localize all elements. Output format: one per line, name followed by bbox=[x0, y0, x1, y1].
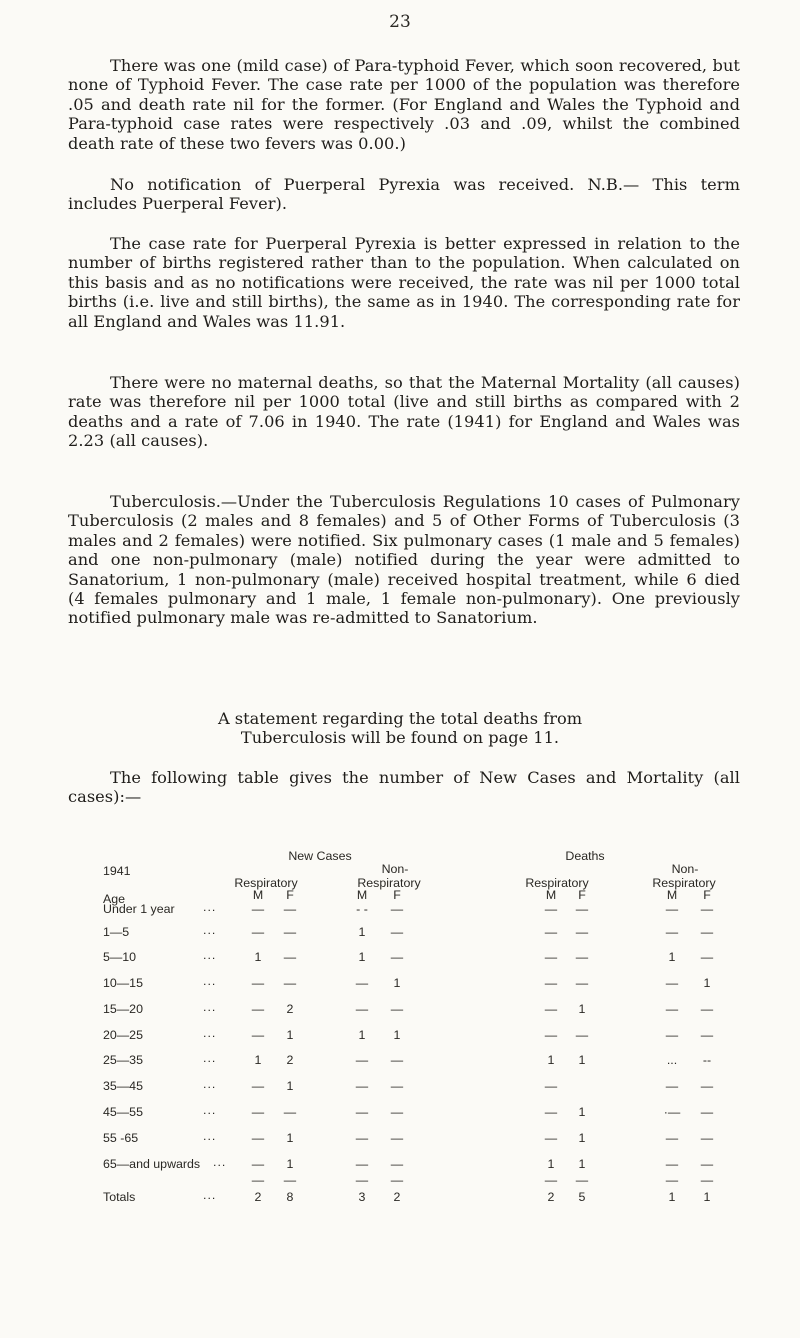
table-cell: — bbox=[251, 976, 265, 990]
table-cell: — bbox=[251, 1157, 265, 1171]
table-cell: 1 bbox=[578, 1053, 586, 1067]
header-new-cases: New Cases bbox=[288, 849, 352, 863]
table-cell: 1 bbox=[578, 1002, 586, 1016]
separator-mark: — bbox=[355, 1173, 369, 1187]
table-cell: — bbox=[665, 1028, 679, 1042]
row-leader-dots: ... bbox=[203, 1026, 217, 1040]
row-leader-dots: ... bbox=[213, 1155, 227, 1169]
table-cell: 1 bbox=[358, 925, 366, 939]
table-cell: — bbox=[283, 902, 297, 916]
table-cell: — bbox=[544, 976, 558, 990]
row-leader-dots: ... bbox=[203, 948, 217, 962]
table-cell: — bbox=[700, 1131, 714, 1145]
totals-leader-dots: ... bbox=[203, 1188, 217, 1202]
header-non-respiratory-cases: Respiratory bbox=[357, 876, 421, 890]
header-f: F bbox=[393, 888, 401, 902]
header-m: M bbox=[545, 888, 557, 902]
paragraph-para-typhoid: There was one (mild case) of Para-typhoid Fever, which soon recovered, but none of Typhoid Fever. The case rate per 1000 of the population was therefore .05 and death rate nil for the former. (For England and Wales the Typhoid and Para-typhoid case rates were respectively .03 and .09, whilst the combined death rate of these two fevers was 0.00.) bbox=[68, 56, 740, 153]
row-age: 15—20 bbox=[103, 1002, 143, 1016]
table-cell: 1 bbox=[547, 1053, 555, 1067]
table-cell: — bbox=[251, 902, 265, 916]
row-leader-dots: ... bbox=[203, 900, 217, 914]
table-cell: 1 bbox=[286, 1079, 294, 1093]
row-leader-dots: ... bbox=[203, 1077, 217, 1091]
separator-mark: — bbox=[544, 1173, 558, 1187]
paragraph-maternal-deaths: There were no maternal deaths, so that the Maternal Mortality (all causes) rate was therefore nil per 1000 total (live and still births as compared with 2 deaths and a rate of 7.06 in 1940. The rate (1941) for England and Wales was 2.23 (all causes). bbox=[68, 373, 740, 451]
table-cell: 1 bbox=[393, 1028, 401, 1042]
table-cell: 1 bbox=[358, 1028, 366, 1042]
table-cell: 1 bbox=[286, 1131, 294, 1145]
table-cell: — bbox=[251, 925, 265, 939]
row-leader-dots: ... bbox=[203, 1051, 217, 1065]
table-cell: — bbox=[283, 950, 297, 964]
table-cell: — bbox=[544, 1105, 558, 1119]
row-age: 5—10 bbox=[103, 950, 137, 964]
separator-mark: — bbox=[390, 1173, 404, 1187]
row-age: 45—55 bbox=[103, 1105, 143, 1119]
table-cell: — bbox=[665, 1157, 679, 1171]
table-cell: — bbox=[355, 1079, 369, 1093]
table-cell: — bbox=[544, 902, 558, 916]
table-cell: 1 bbox=[393, 976, 401, 990]
table-cell: 1 bbox=[254, 950, 262, 964]
row-leader-dots: ... bbox=[203, 1103, 217, 1117]
table-cell: — bbox=[390, 1079, 404, 1093]
totals-cell: 2 bbox=[393, 1190, 401, 1204]
totals-cell: 2 bbox=[547, 1190, 555, 1204]
table-cell: — bbox=[544, 1002, 558, 1016]
header-m: M bbox=[666, 888, 678, 902]
table-cell: — bbox=[390, 1053, 404, 1067]
table-cell: — bbox=[575, 976, 589, 990]
table-cell: — bbox=[575, 925, 589, 939]
table-cell: — bbox=[355, 1105, 369, 1119]
table-cell: — bbox=[544, 925, 558, 939]
table-cell: — bbox=[251, 1131, 265, 1145]
table-cell: ... bbox=[666, 1053, 678, 1067]
table-cell: — bbox=[700, 925, 714, 939]
table-cell: — bbox=[700, 1079, 714, 1093]
totals-cell: 2 bbox=[254, 1190, 262, 1204]
row-leader-dots: ... bbox=[203, 974, 217, 988]
table-cell: 1 bbox=[578, 1105, 586, 1119]
separator-mark: — bbox=[283, 1173, 297, 1187]
table-cell: — bbox=[390, 902, 404, 916]
table-cell: — bbox=[283, 925, 297, 939]
table-cell: 1 bbox=[578, 1157, 586, 1171]
paragraph-puerperal-pyrexia: No notification of Puerperal Pyrexia was received. N.B.— This term includes Puerperal Fever). bbox=[68, 175, 740, 214]
table-intro: The following table gives the number of New Cases and Mortality (all cases):— bbox=[68, 768, 740, 807]
table-cell: 2 bbox=[286, 1002, 294, 1016]
table-cell: — bbox=[251, 1105, 265, 1119]
table-cell: 1 bbox=[286, 1157, 294, 1171]
totals-label: Totals bbox=[103, 1190, 136, 1204]
table-cell: — bbox=[390, 925, 404, 939]
header-f: F bbox=[703, 888, 711, 902]
table-cell: — bbox=[665, 976, 679, 990]
table-cell: — bbox=[665, 902, 679, 916]
table-cell: — bbox=[544, 1131, 558, 1145]
table-cell: — bbox=[575, 1028, 589, 1042]
table-cell: — bbox=[390, 1157, 404, 1171]
table-cell: — bbox=[251, 1002, 265, 1016]
table-cell: 1 bbox=[668, 950, 676, 964]
separator-mark: — bbox=[665, 1173, 679, 1187]
header-deaths: Deaths bbox=[565, 849, 605, 863]
table-cell: — bbox=[390, 1002, 404, 1016]
totals-cell: 1 bbox=[668, 1190, 676, 1204]
table-cell: — bbox=[665, 1131, 679, 1145]
header-non-respiratory-deaths: Respiratory bbox=[652, 876, 716, 890]
header-year: 1941 bbox=[103, 864, 131, 878]
table-cell: — bbox=[251, 1028, 265, 1042]
table-cell: — bbox=[700, 1105, 714, 1119]
table-cell: ·— bbox=[663, 1105, 681, 1119]
row-leader-dots: ... bbox=[203, 1000, 217, 1014]
totals-cell: 1 bbox=[703, 1190, 711, 1204]
table-cell: - - bbox=[356, 902, 368, 916]
table-cell: — bbox=[355, 1131, 369, 1145]
row-age: 10—15 bbox=[103, 976, 143, 990]
table-cell: — bbox=[700, 902, 714, 916]
table-cell: — bbox=[700, 1157, 714, 1171]
header-non-deaths: Non- bbox=[671, 862, 699, 876]
header-m: M bbox=[252, 888, 264, 902]
table-cell: — bbox=[390, 950, 404, 964]
table-cell: — bbox=[390, 1131, 404, 1145]
table-cell: 2 bbox=[286, 1053, 294, 1067]
table-cell: 1 bbox=[254, 1053, 262, 1067]
row-leader-dots: ... bbox=[203, 923, 217, 937]
row-age: 1—5 bbox=[103, 925, 130, 939]
table-cell: — bbox=[700, 1028, 714, 1042]
table-cell: — bbox=[283, 976, 297, 990]
table-cell: — bbox=[665, 1002, 679, 1016]
row-age: 65—and upwards bbox=[103, 1157, 201, 1171]
table-cell: -- bbox=[702, 1053, 712, 1067]
table-cell: — bbox=[355, 1002, 369, 1016]
header-non-cases: Non- bbox=[381, 862, 409, 876]
header-respiratory-cases: Respiratory bbox=[234, 876, 298, 890]
table-cell: — bbox=[355, 1157, 369, 1171]
row-age: 35—45 bbox=[103, 1079, 143, 1093]
table-cell: — bbox=[665, 1079, 679, 1093]
header-respiratory-deaths: Respiratory bbox=[525, 876, 589, 890]
table-cell: — bbox=[355, 1053, 369, 1067]
paragraph-tuberculosis: Tuberculosis.—Under the Tuberculosis Regulations 10 cases of Pulmonary Tuberculosis (2 males and 8 females) and 5 of Other Forms of Tuberculosis (3 males and 2 females) were notified. Six pulmonary cases (1 male and 5 females) and one non-pulmonary (male) notified during the year were admitted to Sanatorium, 1 non-pulmonary (male) received hospital treatment, while 6 died (4 females pulmonary and 1 male, 1 female non-pulmonary). One previously notified pulmonary male was re-admitted to Sanatorium. bbox=[68, 492, 740, 628]
table-cell: 1 bbox=[547, 1157, 555, 1171]
header-f: F bbox=[578, 888, 586, 902]
row-age: 25—35 bbox=[103, 1053, 143, 1067]
table-cell: — bbox=[390, 1105, 404, 1119]
table-cell: — bbox=[544, 950, 558, 964]
table-cell: — bbox=[544, 1079, 558, 1093]
row-age: 20—25 bbox=[103, 1028, 143, 1042]
table-cell: — bbox=[283, 1105, 297, 1119]
table-cell: — bbox=[575, 950, 589, 964]
header-m: M bbox=[356, 888, 368, 902]
totals-cell: 3 bbox=[358, 1190, 366, 1204]
header-f: F bbox=[286, 888, 294, 902]
table-cell: — bbox=[665, 925, 679, 939]
table-cell: 1 bbox=[703, 976, 711, 990]
table-cell: — bbox=[700, 1002, 714, 1016]
statement-tuberculosis-deaths: A statement regarding the total deaths from Tuberculosis will be found on page 11. bbox=[217, 709, 583, 748]
separator-mark: — bbox=[700, 1173, 714, 1187]
separator-mark: — bbox=[575, 1173, 589, 1187]
table-cell: — bbox=[251, 1079, 265, 1093]
paragraph-case-rate: The case rate for Puerperal Pyrexia is better expressed in relation to the number of births registered rather than to the population. When calculated on this basis and as no notifications were received, the rate was nil per 1000 total births (i.e. live and still births), the same as in 1940. The corresponding rate for all England and Wales was 11.91. bbox=[68, 234, 740, 331]
totals-cell: 5 bbox=[578, 1190, 586, 1204]
table-cell: 1 bbox=[578, 1131, 586, 1145]
table-cell: 1 bbox=[286, 1028, 294, 1042]
table-cell: — bbox=[355, 976, 369, 990]
table-cell: 1 bbox=[358, 950, 366, 964]
row-age: 55 -65 bbox=[103, 1131, 139, 1145]
separator-mark: — bbox=[251, 1173, 265, 1187]
totals-cell: 8 bbox=[286, 1190, 294, 1204]
row-leader-dots: ... bbox=[203, 1129, 217, 1143]
table-cell: — bbox=[700, 950, 714, 964]
table-cell: — bbox=[544, 1028, 558, 1042]
table-cell: — bbox=[575, 902, 589, 916]
header-age: Age bbox=[103, 892, 126, 906]
page-number: 23 bbox=[389, 12, 411, 32]
row-age: Under 1 year bbox=[103, 902, 175, 916]
